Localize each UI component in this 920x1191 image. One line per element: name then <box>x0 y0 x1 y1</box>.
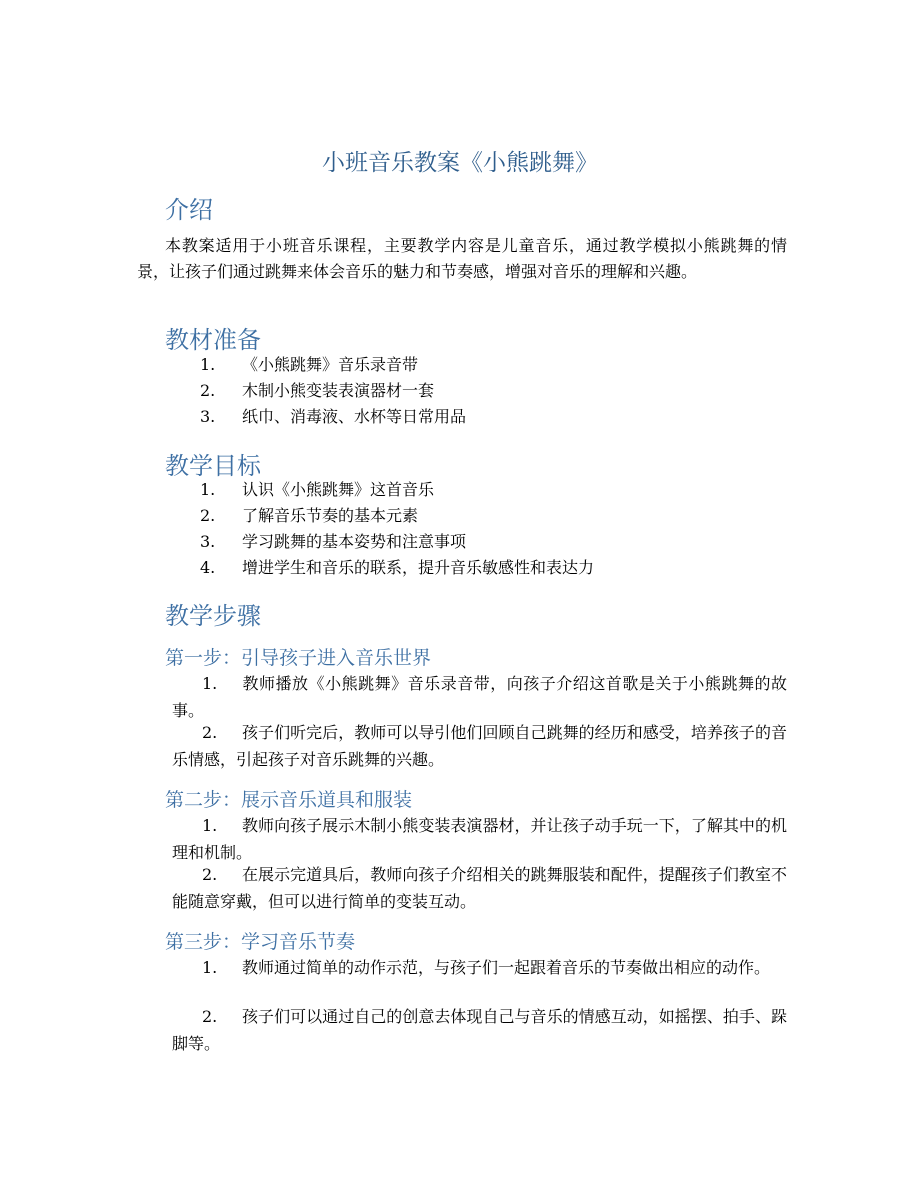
list-text: 《小熊跳舞》音乐录音带 <box>242 355 419 374</box>
list-number: 1. <box>202 958 218 977</box>
list-number: 1. <box>200 480 216 499</box>
list-number: 1. <box>202 674 218 693</box>
step-item <box>172 670 787 724</box>
step-2-heading: 第二步：展示音乐道具和服装 <box>165 789 413 811</box>
list-number: 3. <box>200 532 216 551</box>
list-text: 认识《小熊跳舞》这首音乐 <box>242 480 435 499</box>
list-item <box>200 352 418 378</box>
step-1-heading: 第一步：引导孩子进入音乐世界 <box>165 647 432 669</box>
list-item <box>200 404 466 430</box>
list-number: 2. <box>202 1007 218 1026</box>
list-text: 增进学生和音乐的联系，提升音乐敏感性和表达力 <box>242 558 595 577</box>
list-text: 孩子们可以通过自己的创意去体现自己与音乐的情感互动，如摇摆、拍手、跺脚等。 <box>172 1007 787 1053</box>
step-item <box>172 861 787 915</box>
list-item <box>200 378 434 404</box>
intro-paragraph: 本教案适用于小班音乐课程，主要教学内容是儿童音乐，通过教学模拟小熊跳舞的情景，让孩子们通过跳舞来体会音乐的魅力和节奏感，增强对音乐的理解和兴趣。 <box>137 236 787 281</box>
list-text: 教师向孩子展示木制小熊变装表演器材，并让孩子动手玩一下，了解其中的机理和机制。 <box>172 816 787 862</box>
step-item <box>172 954 787 981</box>
list-item <box>200 555 594 581</box>
list-text: 学习跳舞的基本姿势和注意事项 <box>242 532 467 551</box>
list-number: 2. <box>200 381 216 400</box>
list-text: 纸巾、消毒液、水杯等日常用品 <box>242 407 467 426</box>
heading-goals: 教学目标 <box>165 452 261 480</box>
list-number: 2. <box>202 865 218 884</box>
list-item <box>200 529 466 555</box>
list-number: 1. <box>200 355 216 374</box>
step-item <box>172 812 787 866</box>
list-text: 教师播放《小熊跳舞》音乐录音带，向孩子介绍这首歌是关于小熊跳舞的故事。 <box>172 674 787 720</box>
list-text: 教师通过简单的动作示范，与孩子们一起跟着音乐的节奏做出相应的动作。 <box>242 958 771 977</box>
list-item <box>200 477 434 503</box>
list-text: 在展示完道具后，教师向孩子介绍相关的跳舞服装和配件，提醒孩子们教室不能随意穿戴，但可以进行简单的变装互动。 <box>172 865 787 911</box>
step-item <box>172 1003 787 1057</box>
heading-intro: 介绍 <box>165 196 213 224</box>
list-text: 木制小熊变装表演器材一套 <box>242 381 435 400</box>
heading-materials: 教材准备 <box>165 326 261 354</box>
heading-steps: 教学步骤 <box>165 602 261 630</box>
list-number: 3. <box>200 407 216 426</box>
list-number: 1. <box>202 816 218 835</box>
step-item <box>172 719 787 773</box>
list-text: 了解音乐节奏的基本元素 <box>242 506 419 525</box>
list-number: 2. <box>200 506 216 525</box>
document-title: 小班音乐教案《小熊跳舞》 <box>322 150 598 176</box>
list-number: 2. <box>202 723 218 742</box>
list-number: 4. <box>200 558 216 577</box>
list-text: 孩子们听完后，教师可以导引他们回顾自己跳舞的经历和感受，培养孩子的音乐情感，引起孩子对音乐跳舞的兴趣。 <box>172 723 787 769</box>
list-item <box>200 503 418 529</box>
step-3-heading: 第三步：学习音乐节奏 <box>165 931 356 953</box>
